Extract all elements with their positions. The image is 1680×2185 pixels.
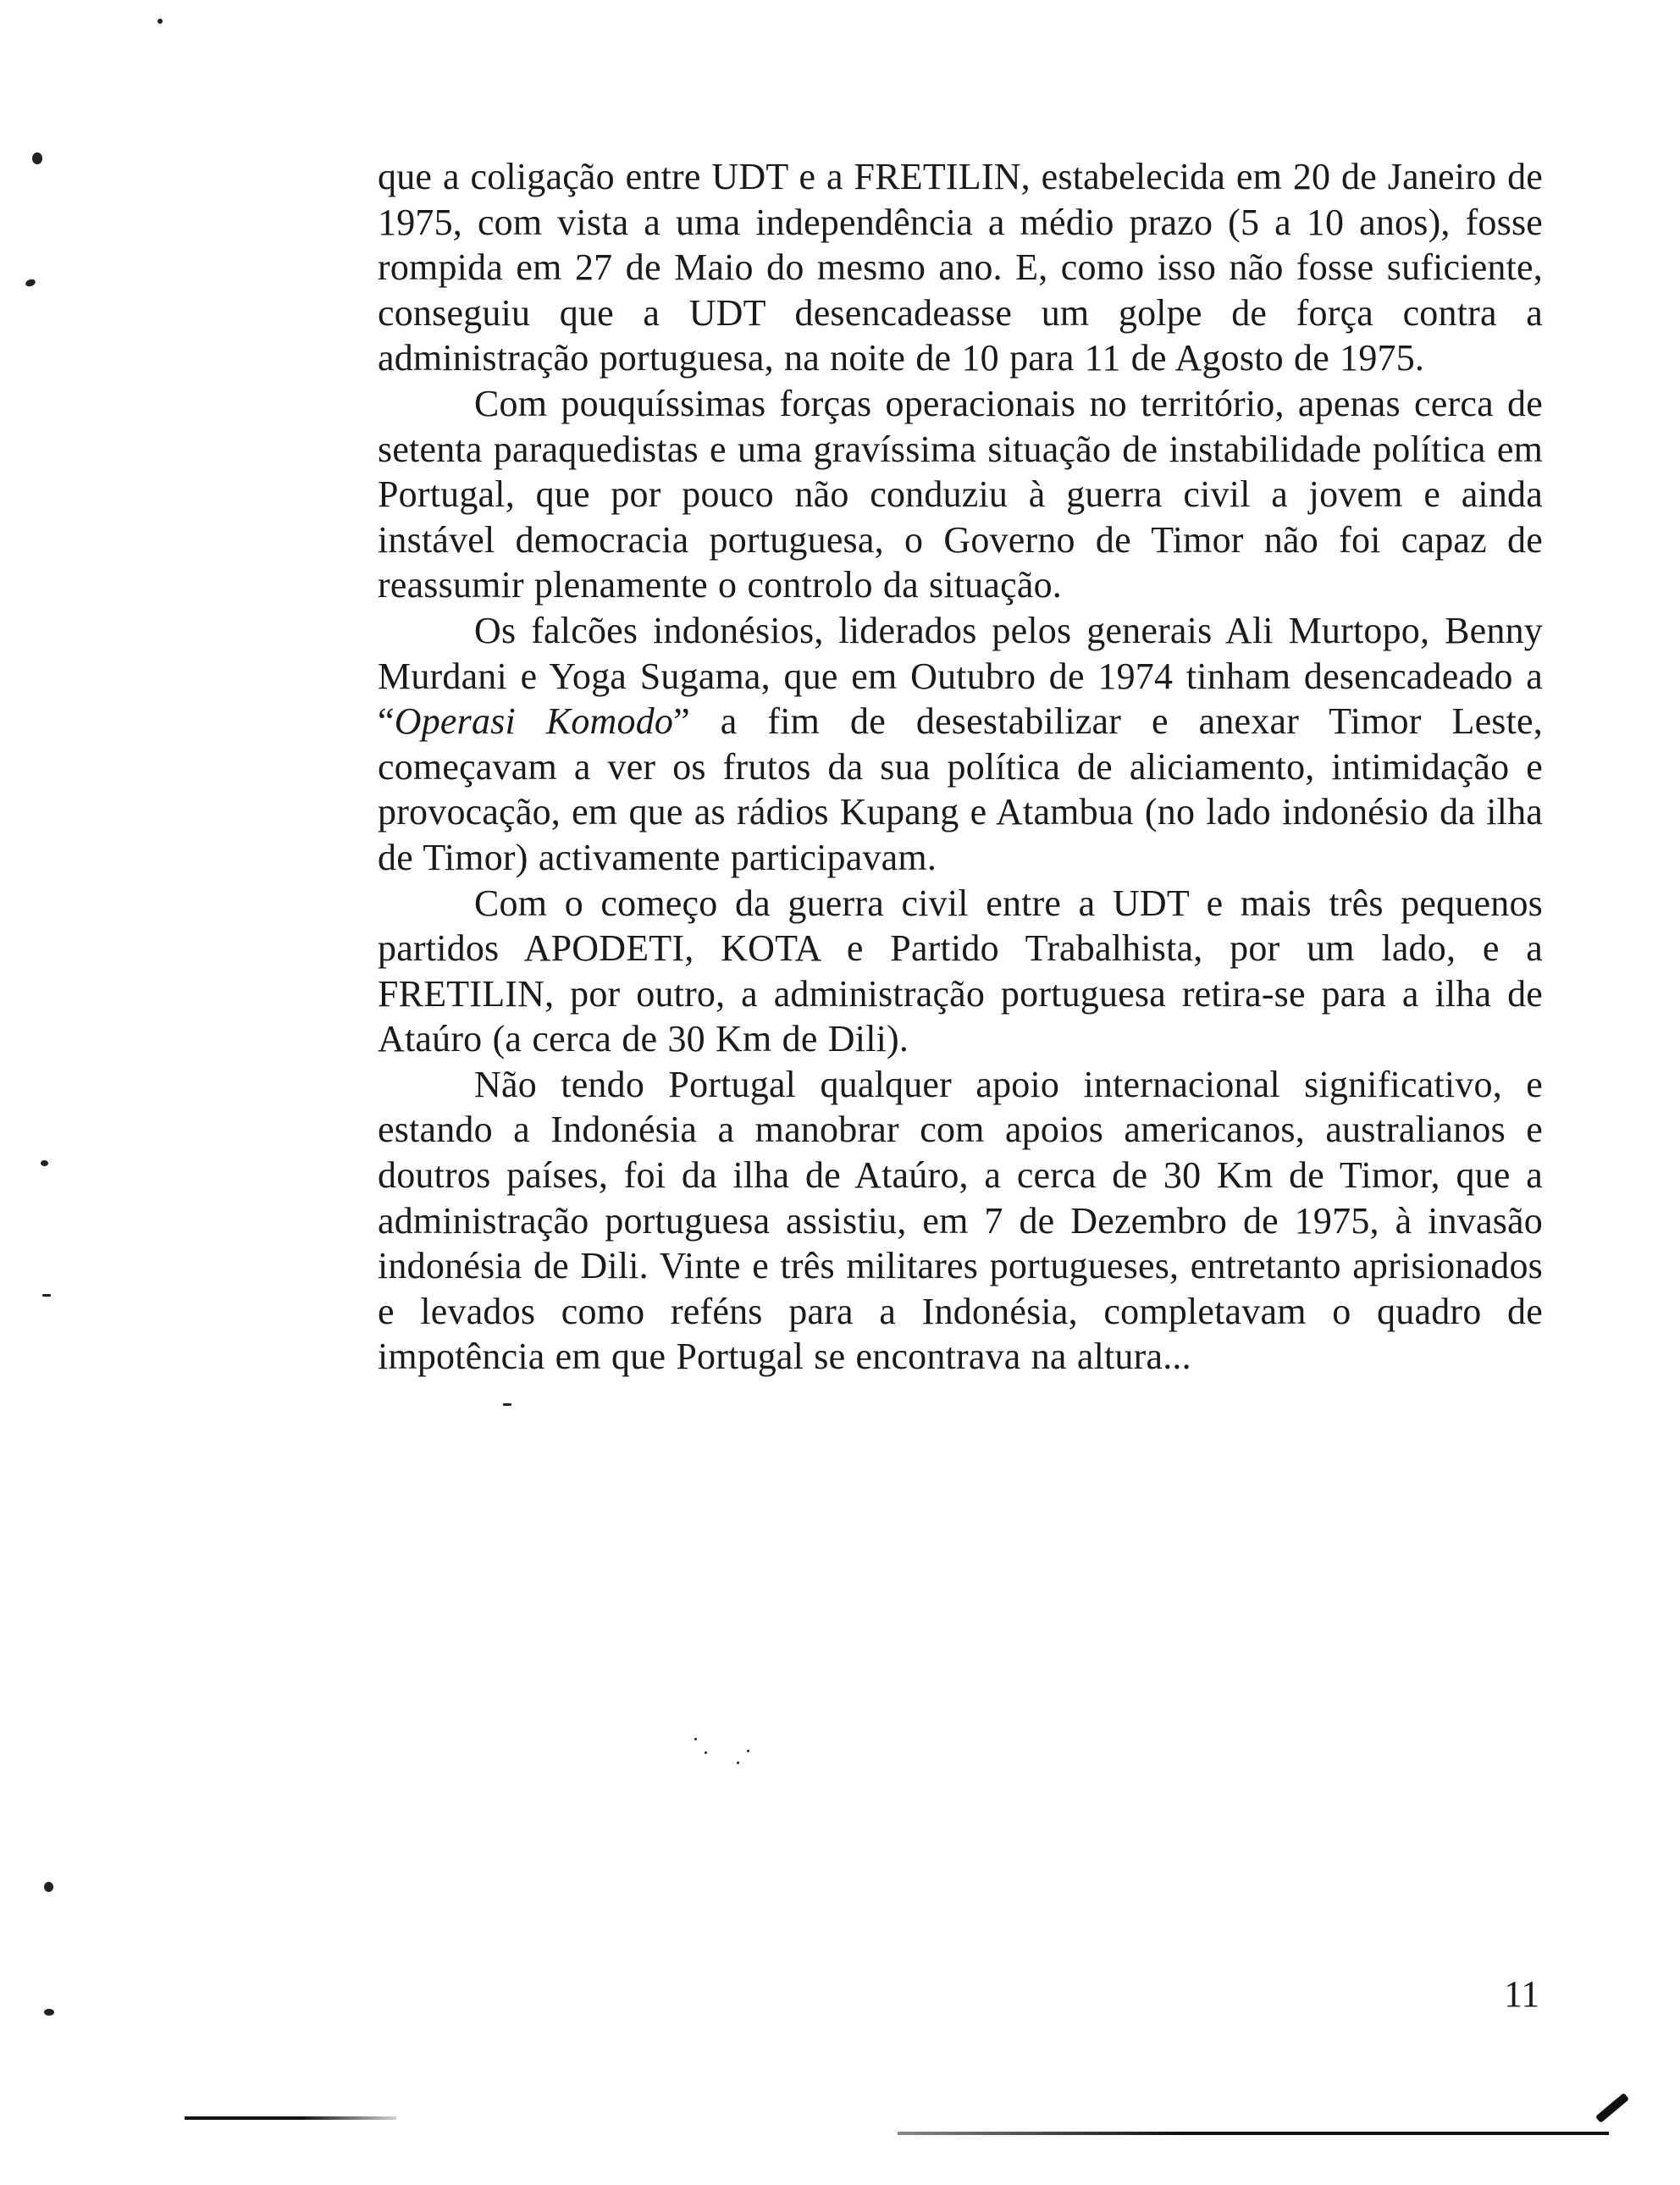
scan-speck [705, 1751, 707, 1754]
paragraph-4: Com o começo da guerra civil entre a UDT e mais três pequenos partidos APODETI, KOTA e Partido Trabalhista, por um lado, e a FRETILIN, por outro, a administração portuguesa retira-se para a ilha de Ataúro (a cerca de 30 Km de Dili). [378, 882, 1543, 1060]
scan-speck [747, 1750, 749, 1752]
scan-speck [158, 19, 163, 24]
bottom-rule-flourish [1595, 2093, 1629, 2123]
scan-speck [25, 278, 36, 288]
scan-speck [503, 1403, 511, 1406]
scan-speck [41, 1160, 48, 1166]
paragraph-3-start: Os falcões indonésios, liderados pelos generais Ali Murtopo, Benny Murdani e Yoga Sugama, que em Outubro de 1974 tinham desencadeado a “ [378, 609, 1543, 743]
paragraph-3 [378, 608, 1543, 881]
scan-speck [737, 1762, 739, 1764]
paragraph-1: que a coligação entre UDT e a FRETILIN, estabelecida em 20 de Janeiro de 1975, com vista a uma independência a médio prazo (5 a 10 anos), fosse rompida em 27 de Maio do mesmo ano. E, como isso não fosse suficiente, conseguiu que a UDT desencadeasse um golpe de força contra a administração portuguesa, na noite de 10 para 11 de Agosto de 1975. [378, 156, 1543, 379]
scan-speck [32, 152, 42, 164]
scan-speck [44, 2009, 54, 2016]
page-number: 11 [1504, 1973, 1540, 2015]
paragraph-2: Com pouquíssimas forças operacionais no território, apenas cerca de setenta paraquedistas e uma gravíssima situação de instabilidade política em Portugal, que por pouco não conduziu à guerra civil a jovem e ainda instável democracia portuguesa, o Governo de Timor não foi capaz de reassumir plenamente o controlo da situação. [378, 382, 1543, 606]
body-text [378, 154, 1543, 1380]
paragraph-3-end: ” a fim de desestabilizar e anexar Timor Leste, começavam a ver os frutos da sua política de aliciamento, intimidação e provocação, em que as rádios Kupang e Atambua (no lado indonésio da ilha de Timor) activamente participavam. [378, 700, 1543, 878]
scan-speck [42, 1294, 51, 1297]
bottom-rule-right [898, 2132, 1609, 2135]
operation-name: Operasi Komodo [394, 700, 674, 743]
bottom-rule-left [185, 2116, 396, 2120]
scan-speck [44, 1882, 53, 1892]
paragraph-5: Não tendo Portugal qualquer apoio internacional significativo, e estando a Indonésia a manobrar com apoios americanos, australianos e doutros países, foi da ilha de Ataúro, a cerca de 30 Km de Timor, que a administração portuguesa assistiu, em 7 de Dezembro de 1975, à invasão indonésia de Dili. Vinte e três militares portugueses, entretanto aprisionados e levados como reféns para a Indonésia, completavam o quadro de impotência em que Portugal se encontrava na altura... [378, 1063, 1543, 1378]
scan-speck [694, 1738, 697, 1740]
